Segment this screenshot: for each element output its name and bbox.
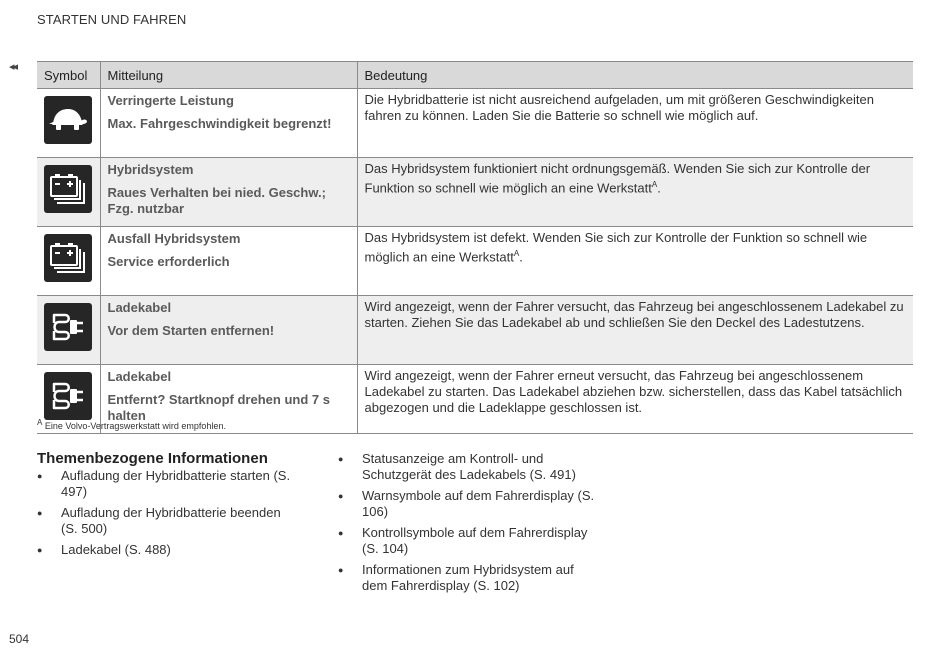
column-header-meaning: Bedeutung: [357, 62, 913, 89]
related-link[interactable]: ● Aufladung der Hybridbatterie starten (S. 497): [37, 468, 297, 500]
charging-plug-icon: [44, 372, 92, 420]
back-arrows-icon[interactable]: ◂◂: [9, 61, 17, 73]
meaning-end: .: [519, 249, 523, 265]
message-detail: Vor dem Starten entfernen!: [107, 323, 275, 338]
meaning-text: Wird angezeigt, wenn der Fahrer versucht, das Fahrzeug bei angeschlossenem Ladekabel zu starten. Ziehen Sie das Ladekabel ab und schließen Sie den Deckel des Ladestutzens.: [357, 296, 913, 365]
column-header-message: Mitteilung: [100, 62, 357, 89]
message-table: [37, 61, 913, 434]
message-detail: Service erforderlich: [107, 254, 230, 269]
page-number: 504: [9, 632, 30, 646]
message-detail: Entfernt? Startknopf drehen und 7 s halten: [107, 392, 330, 423]
table-row: [37, 158, 913, 227]
footnote: [37, 418, 226, 431]
charging-plug-icon: [44, 303, 92, 351]
footnote-marker: A: [37, 418, 43, 427]
message-detail: Raues Verhalten bei nied. Geschw.; Fzg. nutzbar: [107, 185, 326, 216]
hybrid-battery-icon: [44, 165, 92, 213]
related-link[interactable]: ● Aufladung der Hybridbatterie beenden (S. 500): [37, 505, 297, 537]
related-links-left: [37, 468, 297, 563]
table-row: [37, 227, 913, 296]
related-links-right: [338, 451, 598, 599]
related-info-heading: Themenbezogene Informationen: [37, 450, 268, 467]
meaning-text: Wird angezeigt, wenn der Fahrer erneut versucht, das Fahrzeug bei angeschlossenem Ladekabel zu starten. Das Ladekabel abziehen bzw. sicherstellen, dass das Kabel tatsächlich abgezogen und die Ladeklappe geschlossen ist.: [357, 365, 913, 434]
related-link[interactable]: ● Informationen zum Hybridsystem auf dem Fahrerdisplay (S. 102): [338, 562, 598, 594]
related-link[interactable]: ● Statusanzeige am Kontroll- und Schutzgerät des Ladekabels (S. 491): [338, 451, 598, 483]
meaning-text: Das Hybridsystem ist defekt. Wenden Sie sich zur Kontrolle der Funktion so schnell wie möglich an eine Werkstatt: [364, 230, 868, 265]
meaning-text: Das Hybridsystem funktioniert nicht ordnungsgemäß. Wenden Sie sich zur Kontrolle der Funktion so schnell wie möglich an eine Werkstatt: [364, 161, 871, 196]
message-title: Hybridsystem: [107, 162, 194, 177]
related-link[interactable]: ● Ladekabel (S. 488): [37, 542, 297, 558]
turtle-icon: [44, 96, 92, 144]
table-row: [37, 296, 913, 365]
related-link[interactable]: ● Warnsymbole auf dem Fahrerdisplay (S. 106): [338, 488, 598, 520]
related-link[interactable]: ● Kontrollsymbole auf dem Fahrerdisplay (S. 104): [338, 525, 598, 557]
footnote-marker: A: [513, 249, 520, 258]
section-title: STARTEN UND FAHREN: [37, 12, 187, 27]
footnote-text: Eine Volvo-Vertragswerkstatt wird empfohlen.: [44, 421, 226, 431]
column-header-symbol: Symbol: [37, 62, 100, 89]
meaning-end: .: [657, 180, 661, 196]
message-detail: Max. Fahrgeschwindigkeit begrenzt!: [107, 116, 332, 131]
table-header-row: [37, 62, 913, 89]
footnote-marker: A: [651, 180, 658, 189]
meaning-text: Die Hybridbatterie ist nicht ausreichend aufgeladen, um mit größeren Geschwindigkeiten fahren zu können. Laden Sie die Batterie so schnell wie möglich auf.: [357, 89, 913, 158]
table-row: [37, 89, 913, 158]
message-title: Verringerte Leistung: [107, 93, 234, 108]
message-title: Ausfall Hybridsystem: [107, 231, 241, 246]
hybrid-battery-icon: [44, 234, 92, 282]
message-title: Ladekabel: [107, 300, 172, 315]
message-title: Ladekabel: [107, 369, 172, 384]
